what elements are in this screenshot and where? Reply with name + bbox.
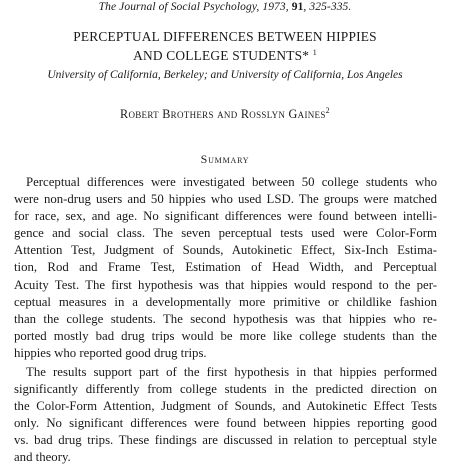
summary-paragraph-2	[14, 364, 437, 467]
title-footnote-marker: 1	[312, 48, 317, 57]
text-line: only. No significant differences were found between hippies reporting good	[14, 416, 437, 431]
journal-citation	[0, 1, 450, 13]
text-line: ported mostly bad drug trips would be more like college students than the	[14, 328, 437, 343]
article-title	[0, 27, 450, 65]
summary-heading: Summary	[200, 152, 250, 166]
text-line: the Color-Form Attention, Judgment of Sounds, and Autokinetic Effect Tests	[14, 399, 437, 414]
text-line: were non-drug users and 50 hippies who used LSD. The groups were matched	[14, 192, 437, 207]
text-line: The results support part of the first hypothesis in that hippies performed	[26, 365, 437, 379]
journal-name: The Journal of Social Psychology	[98, 1, 257, 13]
title-line-1: PERCEPTUAL DIFFERENCES BETWEEN HIPPIES	[73, 29, 377, 44]
author-line	[0, 107, 450, 122]
text-line: ceptual measures in a developmentally more primitive or childlike fashion	[14, 294, 437, 309]
text-line: Perceptual differences were investigated between 50 college students who	[26, 175, 437, 189]
journal-volume: 91	[291, 1, 304, 13]
text-line: hippies who reported good drug trips.	[14, 345, 207, 360]
text-line: than the college students. The second hypothesis was that hippies who re-	[14, 311, 437, 326]
text-line: for race, sex, and age. No significant differences were found between intelli-	[14, 209, 437, 224]
affiliation: University of California, Berkeley; and University of California, Los Angeles	[47, 69, 403, 81]
text-line: vs. bad drug trips. These findings are discussed in relation to perceptual style	[14, 433, 437, 448]
title-line-2-wrapper	[0, 46, 450, 65]
author-footnote-marker: 2	[325, 106, 330, 115]
summary-paragraph-1	[14, 174, 437, 362]
text-line: gence and social class. The seven perceptual tests used were Color-Form	[14, 226, 437, 241]
authors: Robert Brothers and Rosslyn Gaines	[120, 107, 326, 121]
title-line-2: AND COLLEGE STUDENTS*	[133, 48, 310, 63]
text-line: and theory.	[14, 450, 71, 465]
text-line: Attention Test, Judgment of Sounds, Autokinetic Effect, Six-Inch Estima-	[14, 243, 437, 258]
text-line: Acuity Test. The first hypothesis was that hippies would respond to the per-	[14, 277, 437, 292]
journal-year: , 1973,	[256, 1, 292, 13]
text-line: tion, Rod and Frame Test, Estimation of Head Width, and Perceptual	[14, 260, 437, 275]
journal-pages: , 325-335.	[303, 1, 352, 13]
text-line: significantly differently from college students in the predicted direction on	[14, 382, 437, 397]
